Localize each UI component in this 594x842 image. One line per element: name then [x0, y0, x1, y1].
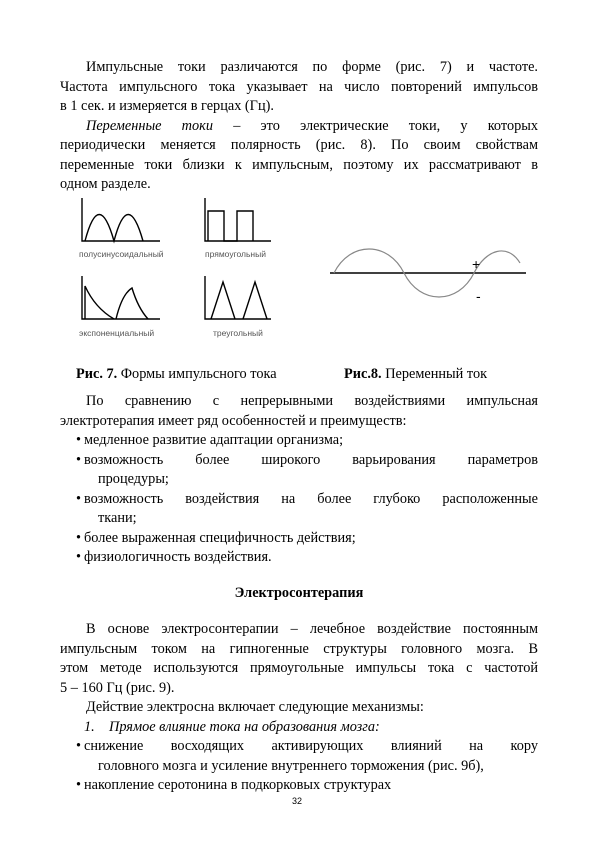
list-item-continuation: головного мозга и усиление внутреннего торможения (рис. 9б),: [98, 757, 484, 774]
waveform-triangular-icon: [203, 274, 273, 322]
numbered-item: 1. Прямое влияние тока на образования мозга:: [84, 718, 380, 735]
para4-line3: этом методе используются прямоугольные импульсы тока с частотой: [60, 660, 538, 676]
para2-line2: периодически меняется полярность (рис. 8). По своим свойствам: [60, 137, 538, 153]
para4-line2: импульсным током на гипногенные структуры головного мозга. В: [60, 640, 538, 657]
list-item: • физиологичность воздействия.: [84, 548, 538, 568]
para1-line1: Импульсные токи различаются по форме (рис. 7) и частоте.: [86, 59, 538, 75]
fig7-caption-text: Формы импульсного тока: [117, 366, 277, 382]
para3-line2: электротерапия имеет ряд особенностей и преимуществ:: [60, 412, 407, 429]
list-item-continuation: ткани;: [98, 510, 137, 526]
para3-line1: По сравнению с непрерывными воздействиями импульсная: [86, 393, 538, 409]
para5-line1: Действие электросна включает следующие механизмы:: [86, 699, 424, 715]
fig8-caption-text: Переменный ток: [381, 366, 488, 382]
fig7-label-half-sine: полусинусоидальный: [79, 249, 164, 259]
alternating-current-sine-icon: [330, 235, 526, 307]
fig8-minus-sign: -: [476, 288, 481, 304]
para1-line2: Частота импульсного тока указывает на число повторений импульсов: [60, 78, 538, 95]
para4-line4: 5 – 160 Гц (рис. 9).: [60, 679, 175, 696]
list-item: • возможность более широкого варьирования параметров: [84, 451, 538, 471]
para2-term: Переменные токи: [86, 117, 213, 134]
fig7-caption: [76, 365, 277, 384]
list-item: • медленное развитие адаптации организма;: [84, 431, 538, 451]
fig8-plus-sign: +: [472, 256, 481, 272]
fig8-caption: [344, 365, 487, 384]
bullet-icon: •: [76, 549, 82, 565]
fig7-label-exponential: экспоненциальный: [79, 328, 155, 338]
waveform-half-sine-icon: [80, 196, 162, 244]
bullet-icon: •: [76, 490, 82, 507]
list-item: • накопление серотонина в подкорковых структурах: [84, 776, 538, 796]
section-title: Электросонтерапия: [234, 585, 364, 601]
fig8-caption-prefix: Рис.8.: [344, 366, 382, 382]
para4-line1: В основе электросонтерапии – лечебное воздействие постоянным: [86, 621, 538, 637]
bullet-icon: •: [76, 777, 82, 793]
list-item: • возможность воздействия на более глубоко расположенные: [84, 490, 538, 510]
bullet-icon: •: [76, 432, 82, 448]
para2-line1-rest: – это электрические токи, у которых: [213, 117, 538, 134]
para2-line3: переменные токи близки к импульсным, поэтому их рассматривают в: [60, 156, 538, 173]
bullet-icon: •: [76, 451, 82, 468]
list-item: • более выраженная специфичность действия;: [84, 529, 538, 549]
fig7-caption-prefix: Рис. 7.: [76, 366, 118, 382]
para2-line4: одном разделе.: [60, 176, 151, 192]
bullet-icon: •: [76, 738, 82, 754]
page-number: 32: [291, 796, 302, 806]
bullet-icon: •: [76, 529, 82, 546]
para2-line1: [60, 117, 538, 137]
list-item-continuation: процедуры;: [98, 471, 169, 487]
waveform-rectangular-icon: [203, 196, 273, 244]
list-item: • снижение восходящих активирующих влияний на кору: [84, 737, 538, 757]
waveform-exponential-icon: [80, 274, 162, 322]
para1-line3: в 1 сек. и измеряется в герцах (Гц).: [60, 98, 274, 114]
fig7-label-triangular: треугольный: [213, 328, 263, 338]
fig7-label-rectangular: прямоугольный: [205, 249, 266, 259]
